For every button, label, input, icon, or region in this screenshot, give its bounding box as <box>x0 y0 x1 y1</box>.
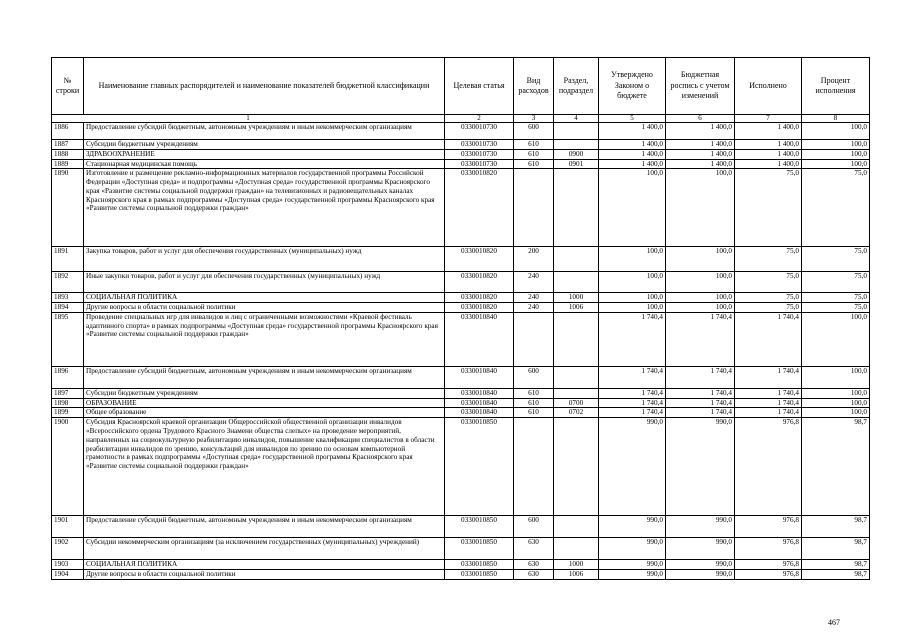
header-row-number: № строки <box>52 58 84 115</box>
section-cell <box>554 516 599 538</box>
name-cell: ОБРАЗОВАНИЕ <box>84 398 445 408</box>
table-row <box>52 388 870 398</box>
approved-cell: 1 740,4 <box>599 388 666 398</box>
row-number-cell: 1888 <box>52 149 84 159</box>
table-row <box>52 516 870 538</box>
percent-cell: 75,0 <box>802 169 870 247</box>
expense-type-cell: 630 <box>514 560 554 570</box>
expense-type-cell <box>514 312 554 366</box>
table-row <box>52 123 870 140</box>
row-number-cell: 1887 <box>52 140 84 150</box>
approved-cell: 1 400,0 <box>599 149 666 159</box>
budget-schedule-cell: 100,0 <box>666 303 735 313</box>
budget-schedule-cell: 1 740,4 <box>666 366 735 388</box>
name-cell: ЗДРАВООХРАНЕНИЕ <box>84 149 445 159</box>
expense-type-cell: 600 <box>514 366 554 388</box>
name-cell: Общее образование <box>84 408 445 418</box>
executed-cell: 75,0 <box>735 247 802 272</box>
row-number-cell: 1898 <box>52 398 84 408</box>
budget-schedule-cell: 1 400,0 <box>666 149 735 159</box>
name-cell: Другие вопросы в области социальной политики <box>84 303 445 313</box>
table-row <box>52 418 870 516</box>
section-cell: 1006 <box>554 570 599 580</box>
percent-cell: 98,7 <box>802 516 870 538</box>
percent-cell: 75,0 <box>802 303 870 313</box>
percent-cell: 100,0 <box>802 408 870 418</box>
row-number-cell: 1897 <box>52 388 84 398</box>
target-article-cell: 0330010730 <box>445 123 514 140</box>
column-number: 4 <box>554 115 599 123</box>
column-number: 3 <box>514 115 554 123</box>
name-cell: Стационарная медицинская помощь <box>84 159 445 169</box>
approved-cell: 990,0 <box>599 560 666 570</box>
target-article-cell: 0330010730 <box>445 140 514 150</box>
approved-cell: 1 740,4 <box>599 366 666 388</box>
target-article-cell: 0330010820 <box>445 272 514 293</box>
budget-schedule-cell: 1 400,0 <box>666 159 735 169</box>
executed-cell: 976,8 <box>735 570 802 580</box>
section-cell: 0900 <box>554 149 599 159</box>
percent-cell: 100,0 <box>802 312 870 366</box>
section-cell <box>554 169 599 247</box>
budget-schedule-cell: 990,0 <box>666 418 735 516</box>
name-cell: СОЦИАЛЬНАЯ ПОЛИТИКА <box>84 560 445 570</box>
approved-cell: 1 400,0 <box>599 140 666 150</box>
name-cell: Субсидия Красноярской краевой организации Общероссийской общественной организации инвалидов «Всероссийского ордена Трудового Красного Знамени общества слепых» на проведение мероприятий, направленных на социокультурную реабилитацию инвалидов, повышение квалификации специалистов в области реабилитации инвалидов по зрению, консультаций для инвалидов по зрению по основам компьютерной грамотности в рамках подпрограммы «Доступная среда» государственной программы Красноярского края «Развитие системы социальной поддержки граждан» <box>84 418 445 516</box>
row-number-cell: 1902 <box>52 538 84 560</box>
section-cell <box>554 538 599 560</box>
table-row <box>52 140 870 150</box>
percent-cell: 98,7 <box>802 538 870 560</box>
budget-schedule-cell: 100,0 <box>666 247 735 272</box>
column-number: 7 <box>735 115 802 123</box>
row-number-cell: 1886 <box>52 123 84 140</box>
approved-cell: 100,0 <box>599 272 666 293</box>
executed-cell: 976,8 <box>735 538 802 560</box>
approved-cell: 100,0 <box>599 303 666 313</box>
approved-cell: 100,0 <box>599 169 666 247</box>
row-number-cell: 1893 <box>52 293 84 303</box>
name-cell: Проведение специальных игр для инвалидов и лиц с ограниченными возможностями «Краевой фестиваль адаптивного спорта» в рамках подпрограммы «Доступная среда» государственной программы Красноярского края «Развитие системы социальной поддержки граждан» <box>84 312 445 366</box>
target-article-cell: 0330010850 <box>445 560 514 570</box>
page-number: 467 <box>828 618 840 627</box>
section-cell <box>554 272 599 293</box>
target-article-cell: 0330010840 <box>445 398 514 408</box>
header-target-article: Целевая статья <box>445 58 514 115</box>
percent-cell: 75,0 <box>802 293 870 303</box>
row-number-cell: 1899 <box>52 408 84 418</box>
column-numbers-row <box>52 115 870 123</box>
section-cell: 0700 <box>554 398 599 408</box>
row-number-cell: 1890 <box>52 169 84 247</box>
header-executed: Исполнено <box>735 58 802 115</box>
table-row <box>52 312 870 366</box>
executed-cell: 976,8 <box>735 516 802 538</box>
executed-cell: 75,0 <box>735 272 802 293</box>
percent-cell: 98,7 <box>802 418 870 516</box>
table-row <box>52 293 870 303</box>
expense-type-cell: 600 <box>514 516 554 538</box>
target-article-cell: 0330010840 <box>445 366 514 388</box>
budget-schedule-cell: 1 740,4 <box>666 388 735 398</box>
percent-cell: 75,0 <box>802 247 870 272</box>
executed-cell: 1 740,4 <box>735 366 802 388</box>
expense-type-cell: 610 <box>514 149 554 159</box>
budget-schedule-cell: 1 400,0 <box>666 123 735 140</box>
target-article-cell: 0330010850 <box>445 418 514 516</box>
executed-cell: 976,8 <box>735 560 802 570</box>
table-row <box>52 538 870 560</box>
name-cell: Субсидии бюджетным учреждениям <box>84 140 445 150</box>
expense-type-cell <box>514 169 554 247</box>
column-number: 5 <box>599 115 666 123</box>
executed-cell: 1 740,4 <box>735 312 802 366</box>
table-row <box>52 366 870 388</box>
percent-cell: 100,0 <box>802 366 870 388</box>
expense-type-cell: 630 <box>514 538 554 560</box>
target-article-cell: 0330010820 <box>445 293 514 303</box>
section-cell <box>554 418 599 516</box>
executed-cell: 1 400,0 <box>735 140 802 150</box>
target-article-cell: 0330010820 <box>445 169 514 247</box>
target-article-cell: 0330010840 <box>445 312 514 366</box>
percent-cell: 100,0 <box>802 149 870 159</box>
executed-cell: 1 740,4 <box>735 388 802 398</box>
row-number-cell: 1894 <box>52 303 84 313</box>
section-cell <box>554 247 599 272</box>
header-approved: Утверждено Законом о бюджете <box>599 58 666 115</box>
executed-cell: 75,0 <box>735 303 802 313</box>
table-row <box>52 398 870 408</box>
section-cell: 1000 <box>554 293 599 303</box>
percent-cell: 100,0 <box>802 159 870 169</box>
row-number-cell: 1900 <box>52 418 84 516</box>
row-number-cell: 1892 <box>52 272 84 293</box>
row-number-cell: 1904 <box>52 570 84 580</box>
percent-cell: 100,0 <box>802 123 870 140</box>
header-budget-schedule: Бюджетная роспись с учетом изменений <box>666 58 735 115</box>
budget-schedule-cell: 990,0 <box>666 560 735 570</box>
executed-cell: 1 400,0 <box>735 123 802 140</box>
expense-type-cell: 240 <box>514 293 554 303</box>
budget-schedule-cell: 100,0 <box>666 293 735 303</box>
table-row <box>52 159 870 169</box>
section-cell <box>554 366 599 388</box>
name-cell: Предоставление субсидий бюджетным, автономным учреждениям и иным некоммерческим организациям <box>84 366 445 388</box>
table-row <box>52 570 870 580</box>
header-row <box>52 58 870 115</box>
budget-schedule-cell: 1 740,4 <box>666 312 735 366</box>
approved-cell: 100,0 <box>599 293 666 303</box>
target-article-cell: 0330010820 <box>445 247 514 272</box>
percent-cell: 98,7 <box>802 560 870 570</box>
name-cell: Другие вопросы в области социальной политики <box>84 570 445 580</box>
header-percent: Процент исполнения <box>802 58 870 115</box>
table-row <box>52 247 870 272</box>
header-name: Наименование главных распорядителей и наименование показателей бюджетной классификации <box>84 58 445 115</box>
section-cell: 1000 <box>554 560 599 570</box>
header-section: Раздел, подраздел <box>554 58 599 115</box>
row-number-cell: 1895 <box>52 312 84 366</box>
budget-schedule-cell: 990,0 <box>666 570 735 580</box>
column-number: 8 <box>802 115 870 123</box>
percent-cell: 98,7 <box>802 570 870 580</box>
budget-schedule-cell: 100,0 <box>666 169 735 247</box>
approved-cell: 990,0 <box>599 538 666 560</box>
target-article-cell: 0330010730 <box>445 159 514 169</box>
row-number-cell: 1903 <box>52 560 84 570</box>
percent-cell: 100,0 <box>802 388 870 398</box>
percent-cell: 75,0 <box>802 272 870 293</box>
expense-type-cell: 610 <box>514 398 554 408</box>
budget-schedule-cell: 990,0 <box>666 516 735 538</box>
row-number-cell: 1889 <box>52 159 84 169</box>
header-expense-type: Вид расходов <box>514 58 554 115</box>
approved-cell: 990,0 <box>599 418 666 516</box>
executed-cell: 976,8 <box>735 418 802 516</box>
expense-type-cell: 600 <box>514 123 554 140</box>
expense-type-cell: 610 <box>514 388 554 398</box>
approved-cell: 990,0 <box>599 516 666 538</box>
target-article-cell: 0330010820 <box>445 303 514 313</box>
row-number-cell: 1896 <box>52 366 84 388</box>
section-cell <box>554 312 599 366</box>
budget-schedule-cell: 1 740,4 <box>666 408 735 418</box>
target-article-cell: 0330010850 <box>445 538 514 560</box>
target-article-cell: 0330010850 <box>445 570 514 580</box>
executed-cell: 75,0 <box>735 293 802 303</box>
section-cell <box>554 388 599 398</box>
section-cell: 0901 <box>554 159 599 169</box>
approved-cell: 1 400,0 <box>599 123 666 140</box>
budget-schedule-cell: 1 400,0 <box>666 140 735 150</box>
table-row <box>52 303 870 313</box>
name-cell: Субсидии некоммерческим организациям (за исключением государственных (муниципальных) учреждений) <box>84 538 445 560</box>
name-cell: Изготовление и размещение рекламно-информационных материалов государственной программы Российской Федерации «Доступная среда» и подпрограммы «Доступная среда» государственной программы Красноярского края «Развитие системы социальной поддержки граждан» на телевизионных и радиовещательных каналах Красноярского края в рамках подпрограммы «Доступная среда» государственной программы Красноярского края «Развитие системы социальной поддержки граждан» <box>84 169 445 247</box>
table-row <box>52 149 870 159</box>
name-cell: Субсидии бюджетным учреждениям <box>84 388 445 398</box>
approved-cell: 1 740,4 <box>599 312 666 366</box>
row-number-cell: 1891 <box>52 247 84 272</box>
budget-schedule-cell: 1 740,4 <box>666 398 735 408</box>
expense-type-cell: 630 <box>514 570 554 580</box>
expense-type-cell: 610 <box>514 140 554 150</box>
executed-cell: 1 400,0 <box>735 159 802 169</box>
executed-cell: 75,0 <box>735 169 802 247</box>
expense-type-cell: 240 <box>514 272 554 293</box>
budget-schedule-cell: 100,0 <box>666 272 735 293</box>
column-number: 1 <box>52 115 445 123</box>
expense-type-cell: 200 <box>514 247 554 272</box>
name-cell: Иные закупки товаров, работ и услуг для обеспечения государственных (муниципальных) нужд <box>84 272 445 293</box>
percent-cell: 100,0 <box>802 398 870 408</box>
row-number-cell: 1901 <box>52 516 84 538</box>
table-row <box>52 408 870 418</box>
column-number: 2 <box>445 115 514 123</box>
approved-cell: 1 740,4 <box>599 398 666 408</box>
executed-cell: 1 740,4 <box>735 408 802 418</box>
table-row <box>52 272 870 293</box>
approved-cell: 1 400,0 <box>599 159 666 169</box>
table-row <box>52 560 870 570</box>
target-article-cell: 0330010840 <box>445 408 514 418</box>
table-row <box>52 169 870 247</box>
budget-table <box>51 57 870 580</box>
budget-schedule-cell: 990,0 <box>666 538 735 560</box>
target-article-cell: 0330010730 <box>445 149 514 159</box>
executed-cell: 1 740,4 <box>735 398 802 408</box>
name-cell: СОЦИАЛЬНАЯ ПОЛИТИКА <box>84 293 445 303</box>
name-cell: Закупка товаров, работ и услуг для обеспечения государственных (муниципальных) нужд <box>84 247 445 272</box>
expense-type-cell: 610 <box>514 159 554 169</box>
executed-cell: 1 400,0 <box>735 149 802 159</box>
approved-cell: 100,0 <box>599 247 666 272</box>
column-number: 6 <box>666 115 735 123</box>
section-cell: 0702 <box>554 408 599 418</box>
section-cell: 1006 <box>554 303 599 313</box>
expense-type-cell <box>514 418 554 516</box>
percent-cell: 100,0 <box>802 140 870 150</box>
section-cell <box>554 123 599 140</box>
section-cell <box>554 140 599 150</box>
target-article-cell: 0330010840 <box>445 388 514 398</box>
name-cell: Предоставление субсидий бюджетным, автономным учреждениям и иным некоммерческим организациям <box>84 516 445 538</box>
name-cell: Предоставление субсидий бюджетным, автономным учреждениям и иным некоммерческим организациям <box>84 123 445 140</box>
approved-cell: 990,0 <box>599 570 666 580</box>
expense-type-cell: 610 <box>514 408 554 418</box>
table-body <box>52 123 870 580</box>
target-article-cell: 0330010850 <box>445 516 514 538</box>
approved-cell: 1 740,4 <box>599 408 666 418</box>
expense-type-cell: 240 <box>514 303 554 313</box>
